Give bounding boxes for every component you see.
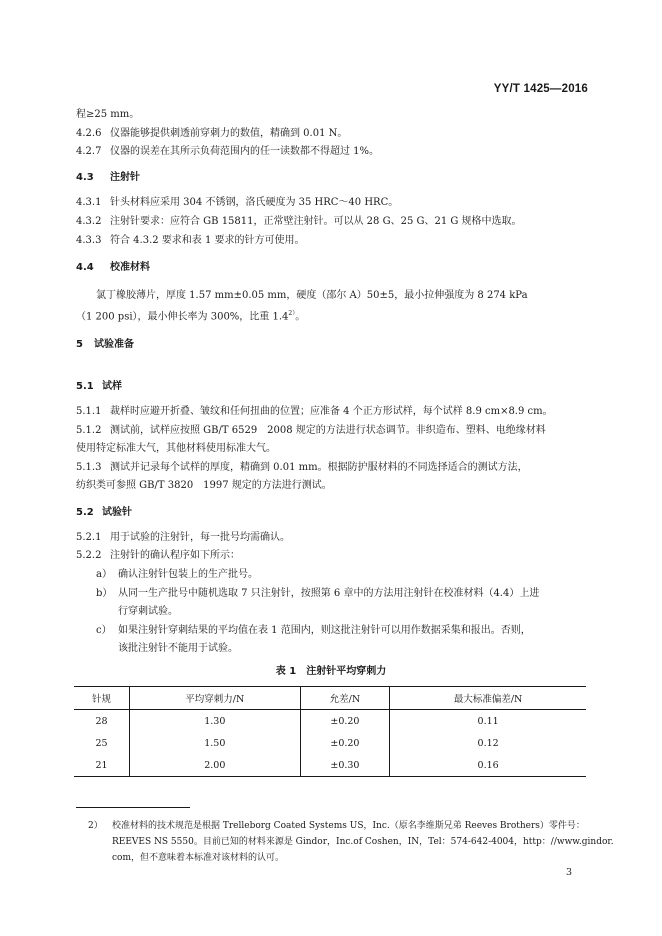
table-row: [74, 754, 586, 777]
clause-text: 针头材料应采用 304 不锈钢，洛氏硬度为 35 HRC～40 HRC。: [110, 197, 399, 208]
table-cell: 0.11: [390, 710, 586, 733]
table-cell: ±0.20: [300, 732, 390, 754]
clause-5-1-3: [76, 461, 528, 475]
clause-4-3-2: [76, 215, 522, 229]
clause-number: 4.2.7: [76, 146, 102, 157]
clause-text: 仪器能够提供刺透前穿刺力的数值，精确到 0.01 N。: [110, 128, 348, 139]
clause-number: 5.1.2: [76, 425, 102, 436]
clause-text: 注射针的确认程序如下所示：: [110, 550, 240, 561]
heading-text: 试验准备: [94, 339, 134, 350]
list-text: 确认注射针包装上的生产批号。: [118, 569, 258, 580]
footnote-text: 校准材料的技术规范是根据 Trelleborg Coated Systems US，Inc.（原名李维斯兄弟 Reeves Brothers）零件号：: [112, 821, 585, 831]
clause-number: 4.2.6: [76, 128, 102, 139]
footnote-line: com，但不意味着本标准对该材料的认可。: [112, 853, 284, 863]
table-cell: ±0.30: [300, 754, 390, 777]
clause-5-1-1: [76, 405, 553, 419]
footnote-divider: [76, 807, 190, 808]
standard-code-header: YY/T 1425—2016: [493, 83, 588, 95]
heading-number: 5.2: [76, 507, 94, 518]
clause-text: 测试前，试样应按照 GB/T 6529 2008 规定的方法进行状态调节。非织造布、塑料、电绝缘材料: [110, 425, 546, 436]
heading-text: 校准材料: [110, 262, 150, 273]
footnote-ref: 2）: [288, 310, 296, 317]
text-span: 。: [295, 311, 306, 323]
heading-number: 4.3: [76, 172, 94, 183]
list-item-b: [96, 587, 539, 601]
clause-number: 4.3.1: [76, 197, 102, 208]
list-text: 从同一生产批号中随机选取 7 只注射针，按照第 6 章中的方法用注射针在校准材料（4.4）上进: [118, 588, 540, 599]
clause-5-1-2: [76, 424, 546, 438]
clause-number: 4.3.2: [76, 216, 102, 227]
table-cell: 21: [95, 759, 108, 771]
clause-4-3-3: [76, 234, 305, 248]
clause-number: 5.1.3: [76, 462, 102, 473]
heading-number: 5.1: [76, 381, 94, 392]
heading-text: 注射针: [110, 172, 140, 183]
table-row: [74, 710, 586, 733]
footnote-mark: 2）: [88, 821, 103, 831]
list-marker: b）: [96, 588, 113, 599]
list-text-cont: 该批注射针不能用于试验。: [118, 643, 238, 654]
table-cell: 0.12: [390, 732, 586, 754]
col-header-tolerance: 允差/N: [300, 687, 390, 710]
table-caption: 表 1 注射针平均穿刺力: [275, 666, 387, 677]
clause-text: 裁样时应避开折叠、皱纹和任何扭曲的位置；应准备 4 个正方形试样，每个试样 8.9 cm×8.9 cm。: [110, 406, 553, 417]
col-header-max-sd: 最大标准偏差/N: [390, 687, 586, 710]
table-cell: 2.00: [129, 754, 300, 777]
heading-4-3: [76, 171, 140, 185]
table-cell: 0.16: [390, 754, 586, 777]
list-text: 如果注射针穿刺结果的平均值在表 1 范围内，则这批注射针可以用作数据采集和报出。否则，: [118, 625, 531, 636]
clause-5-2-1: [76, 531, 290, 545]
list-marker: a）: [96, 569, 112, 580]
clause-4-2-7: [76, 145, 379, 159]
text-span: （1 200 psi），最小伸长率为 300%，比重 1.4: [76, 311, 289, 323]
text-line: [76, 307, 305, 324]
clause-text: 用于试验的注射针，每一批号均需确认。: [110, 532, 290, 543]
heading-5-2: [76, 506, 132, 520]
needle-force-table: [74, 686, 586, 777]
text-line: 纺织类可参照 GB/T 3820 1997 规定的方法进行测试。: [76, 480, 332, 491]
heading-5: [76, 338, 134, 352]
heading-5-1: [76, 380, 122, 394]
list-marker: c）: [96, 625, 112, 636]
heading-number: 5: [76, 339, 83, 350]
page-number: 3: [566, 867, 573, 878]
list-item-a: [96, 568, 258, 582]
text-line: 使用特定标准大气，其他材料使用标准大气。: [76, 443, 276, 454]
list-text-cont: 行穿刺试验。: [118, 606, 178, 617]
table-cell: 25: [95, 737, 108, 749]
clause-text: 仪器的误差在其所示负荷范围内的任一读数都不得超过 1%。: [110, 146, 380, 157]
clause-text: 测试并记录每个试样的厚度，精确到 0.01 mm。根据防护服材料的不同选择适合的测试方法，: [110, 462, 528, 473]
clause-5-2-2: [76, 549, 240, 563]
table-cell: 1.30: [129, 710, 300, 733]
table-header-row: [74, 687, 586, 710]
table-cell: 1.50: [129, 732, 300, 754]
heading-number: 4.4: [76, 262, 94, 273]
col-header-mean-force: 平均穿刺力/N: [129, 687, 300, 710]
clause-number: 5.1.1: [76, 406, 102, 417]
clause-number: 5.2.2: [76, 550, 102, 561]
clause-number: 5.2.1: [76, 532, 102, 543]
heading-4-4: [76, 261, 150, 275]
col-header-gauge: 针规: [74, 687, 129, 710]
table-cell: 28: [95, 715, 108, 727]
clause-4-3-1: [76, 196, 398, 210]
clause-text: 符合 4.3.2 要求和表 1 要求的针方可使用。: [110, 235, 305, 246]
clause-text: 注射针要求：应符合 GB 15811，正常壁注射针。可以从 28 G、25 G、21 G 规格中选取。: [110, 216, 522, 227]
text-line: 氯丁橡胶薄片，厚度 1.57 mm±0.05 mm，硬度（邵尔 A）50±5，最小拉伸强度为 8 274 kPa: [96, 290, 528, 301]
heading-text: 试样: [102, 381, 122, 392]
clause-4-2-6: [76, 127, 347, 141]
heading-text: 试验针: [102, 507, 132, 518]
footnote-line: [88, 820, 585, 833]
list-item-c: [96, 624, 531, 638]
text-line: 程≥25 mm。: [76, 109, 140, 120]
footnote-line: REEVES NS 5550。目前已知的材料来源是 Gindor，Inc.of Coshen，IN，Tel：574-642-4004，http：//www.gindor.: [112, 837, 614, 847]
clause-number: 4.3.3: [76, 235, 102, 246]
table-row: [74, 732, 586, 754]
table-cell: ±0.20: [300, 710, 390, 733]
